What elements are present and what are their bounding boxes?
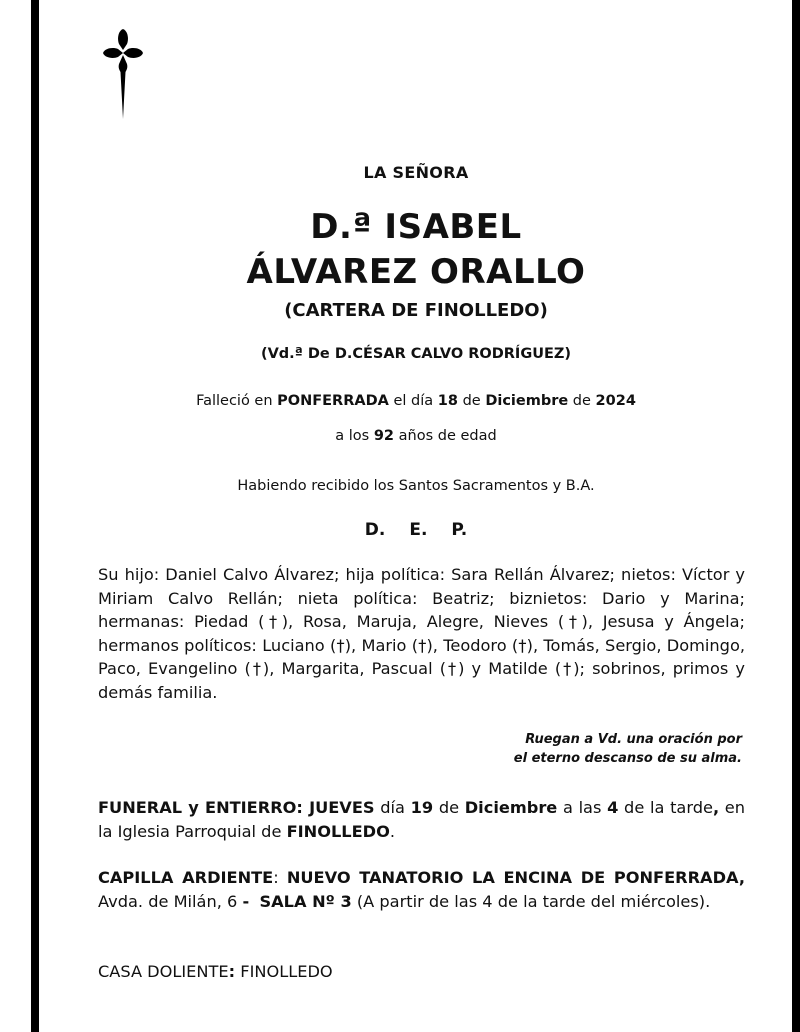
mourning-house-label: CASA DOLIENTE	[98, 962, 229, 981]
funeral-hour: 4	[607, 798, 619, 817]
deceased-alias: (CARTERA DE FINOLLEDO)	[284, 300, 548, 321]
death-text: el día	[388, 393, 438, 409]
dep-line	[40, 520, 792, 540]
chapel-text: :	[273, 868, 287, 887]
mourning-house	[98, 960, 745, 984]
death-year: 2024	[595, 393, 636, 409]
mourning-house-place: FINOLLEDO	[235, 962, 333, 981]
prayer-line: Ruegan a Vd. una oración por	[525, 732, 742, 747]
dep-letter: E.	[409, 520, 428, 540]
funeral-month: Diciembre	[464, 798, 558, 817]
funeral-text: ,	[712, 798, 720, 817]
chapel-label: CAPILLA ARDIENTE	[98, 868, 274, 887]
chapel-venue: NUEVO TANATORIO LA ENCINA DE PONFERRADA,	[286, 868, 745, 887]
funeral-text: a las	[557, 798, 608, 817]
page-border-left	[31, 0, 39, 1032]
chapel-text: -	[242, 891, 250, 911]
funeral-text: .	[389, 821, 396, 841]
chapel-text: Avda. de Milán, 6	[98, 891, 243, 911]
age-notice	[40, 428, 792, 444]
heading: LA SEÑORA	[363, 163, 469, 182]
funeral-text: de	[433, 798, 465, 817]
chapel-room: SALA Nº 3	[259, 891, 352, 911]
widow-of: (Vd.ª De D.CÉSAR CALVO RODRÍGUEZ)	[260, 346, 572, 362]
prayer-request	[514, 730, 742, 768]
sacraments-line: Habiendo recibido los Santos Sacramentos y B.A.	[237, 478, 595, 494]
age-text: a los	[335, 428, 374, 444]
death-text: Falleció en	[196, 393, 278, 409]
funeral-text: día	[374, 798, 411, 817]
prayer-line: el eterno descanso de su alma.	[513, 751, 742, 766]
death-notice	[40, 393, 792, 409]
funeral-place: FINOLLEDO	[286, 821, 390, 841]
chapel-text: (A partir de las 4 de la tarde del miércoles).	[351, 891, 711, 911]
deceased-name-line2: ÁLVAREZ ORALLO	[246, 252, 586, 292]
age-text: años de edad	[394, 428, 497, 444]
funeral-text: de la tarde	[618, 798, 713, 817]
family-paragraph: Su hijo: Daniel Calvo Álvarez; hija política: Sara Rellán Álvarez; nietos: Víctor y Miriam Calvo Rellán; nieta política: Beatriz; biznietos: Dario y Marina; hermanas: Piedad (†), Rosa, Maruja, Alegre, Nieves (†), Jesusa y Ángela; hermanos políticos: Luciano (†), Mario (†), Teodoro (†), Tomás, Sergio, Domingo, Paco, Evangelino (†), Margarita, Pascual (†) y Matilde (†); sobrinos, primos y demás familia.	[98, 565, 745, 702]
death-place: PONFERRADA	[277, 393, 389, 409]
death-text: de	[568, 393, 596, 409]
age-years: 92	[373, 428, 395, 444]
death-day: 18	[437, 393, 458, 409]
deceased-name-line1: D.ª ISABEL	[310, 207, 522, 247]
page-border-right	[792, 0, 800, 1032]
chapel-text	[249, 892, 259, 911]
mourning-house-text: :	[228, 962, 236, 981]
funeral-text: en la Iglesia Parroquial de	[98, 798, 746, 841]
dep-letter: P.	[451, 520, 468, 540]
death-text: de	[457, 393, 486, 409]
chapel-paragraph	[98, 866, 745, 913]
cross-of-santiago-icon	[100, 26, 146, 122]
funeral-day: 19	[410, 798, 434, 817]
funeral-paragraph	[98, 796, 745, 843]
dep-letter: D.	[364, 520, 386, 540]
funeral-label: FUNERAL y ENTIERRO: JUEVES	[98, 798, 375, 817]
death-month: Diciembre	[485, 393, 569, 409]
